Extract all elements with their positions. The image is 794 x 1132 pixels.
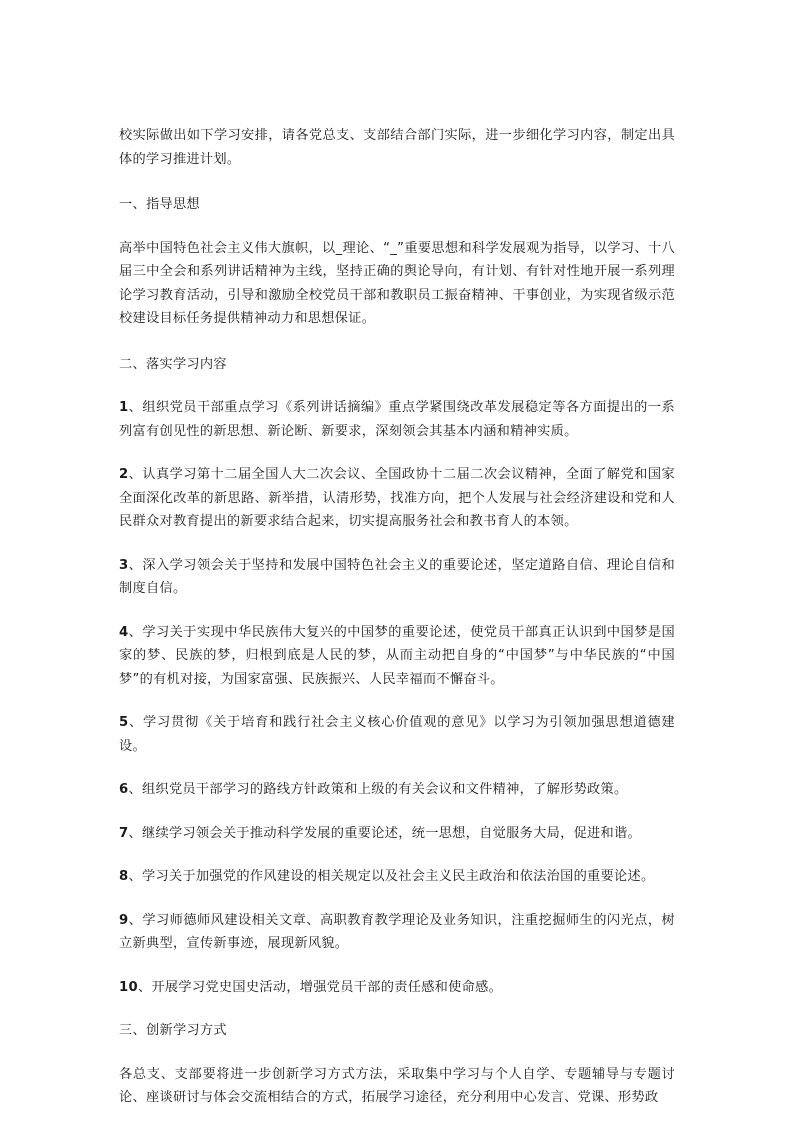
list-item [119,463,675,534]
section1-heading: 一、指导思想 [119,197,200,212]
section2-list [119,396,675,999]
item-text: 、认真学习第十二届全国人大二次会议、全国政协十二届二次会议精神，全面了解党和国家全面深化改革的新思路、新举措，认清形势，找准方向，把个人发展与社会经济建设和党和人民群众对教育提出的新要求结合起来，切实提高服务社会和教书育人的本领。 [119,467,675,529]
item-text: 、深入学习领会关于坚持和发展中国特色社会主义的重要论述，坚定道路自信、理论自信和制度自信。 [119,557,675,596]
section3-body: 各总支、支部要将进一步创新学习方式方法，采取集中学习与个人自学、专题辅导与专题讨论、座谈研讨与体会交流相结合的方式，拓展学习途径，充分利用中心发言、党课、形势政 [119,1066,675,1105]
list-item [119,822,675,846]
document-page [119,124,675,1132]
item-number: 8 [119,869,129,884]
list-item [119,621,675,692]
section3-heading: 三、创新学习方式 [119,1023,227,1038]
item-number: 2 [119,467,129,482]
item-text: 、开展学习党史国史活动，增强党员干部的责任感和使命感。 [137,979,503,995]
item-number: 4 [119,624,129,640]
intro-paragraph: 校实际做出如下学习安排，请各党总支、支部结合部门实际，进一步细化学习内容，制定出具体的学习推进计划。 [119,128,675,167]
item-text: 、学习关于加强党的作风建设的相关规定以及社会主义民主政治和依法治国的重要论述。 [128,869,655,884]
list-item [119,554,675,601]
item-number: 7 [119,825,129,841]
item-text: 、学习贯彻《关于培育和践行社会主义核心价值观的意见》以学习为引领加强思想道德建设。 [119,715,675,754]
item-number: 10 [119,979,138,995]
list-item [119,865,675,889]
item-text: 、组织党员干部学习的路线方针政策和上级的有关会议和文件精神，了解形势政策。 [128,782,628,797]
section1-body: 高举中国特色社会主义伟大旗帜，以_理论、“_”重要思想和科学发展观为指导，以学习、十八届三中全会和系列讲话精神为主线，坚持正确的舆论导向，有计划、有针对性地开展一系列理论学习教育活动，引导和激励全校党员干部和教职员工振奋精神、干事创业，为实现省级示范校建设目标任务提供精神动力和思想保证。 [119,240,675,326]
list-item [119,396,675,443]
item-number: 1 [119,400,129,415]
item-number: 3 [119,557,129,573]
item-number: 9 [119,912,129,928]
item-number: 6 [119,782,129,797]
section2-heading: 二、落实学习内容 [119,356,227,372]
item-text: 、组织党员干部重点学习《系列讲话摘编》重点学紧围绕改革发展稳定等各方面提出的一系列富有创见性的新思想、新论断、新要求，深刻领会其基本内涵和精神实质。 [119,400,675,439]
item-text: 、学习关于实现中华民族伟大复兴的中国梦的重要论述，使党员干部真正认识到中国梦是国家的梦、民族的梦，归根到底是人民的梦，从而主动把自身的“中国梦”与中华民族的“中国梦”的有机对接，为国家富强、民族振兴、人民幸福而不懈奋斗。 [119,624,675,687]
item-text: 、学习师德师风建设相关文章、高职教育教学理论及业务知识，注重挖掘师生的闪光点，树立新典型，宣传新事迹，展现新风貌。 [119,912,675,951]
item-text: 、继续学习领会关于推动科学发展的重要论述，统一思想，自觉服务大局，促进和谐。 [128,825,642,841]
list-item [119,778,675,802]
list-item [119,976,675,1000]
list-item [119,711,675,758]
item-number: 5 [119,715,129,730]
list-item [119,909,675,956]
